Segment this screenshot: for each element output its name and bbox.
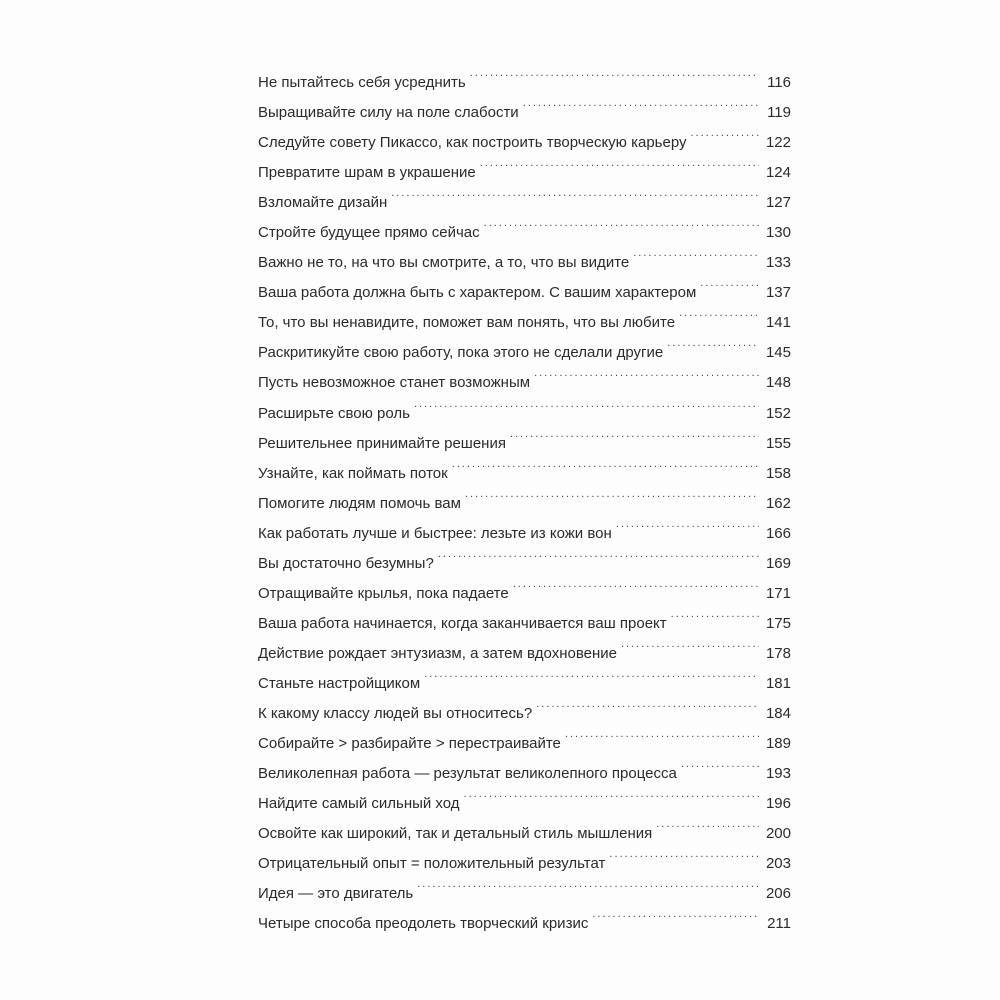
toc-entry-title: Расширьте свою роль: [258, 404, 410, 422]
toc-entry-title: Взломайте дизайн: [258, 194, 388, 212]
toc-entry-title: Выращивайте силу на поле слабости: [258, 104, 519, 122]
toc-entry-title: Ваша работа начинается, когда заканчивается ваш проект: [258, 614, 667, 632]
dot-leader: [679, 297, 759, 327]
toc-entry-title: Ваша работа должна быть с характером. С вашим характером: [258, 284, 697, 302]
toc-entry-page-number: 200: [765, 825, 791, 843]
toc-entry-page-number: 166: [765, 524, 791, 542]
dot-leader: [417, 868, 759, 898]
dot-leader: [391, 177, 759, 207]
toc-entry-title: Действие рождает энтузиазм, а затем вдохновение: [258, 644, 617, 662]
toc-entry-title: Найдите самый сильный ход: [258, 795, 460, 813]
toc-entry-page-number: 124: [765, 164, 791, 182]
toc-entry-title: Не пытайтесь себя усреднить: [258, 74, 466, 91]
dot-leader: [565, 718, 759, 748]
toc-entry-page-number: 175: [765, 614, 791, 632]
toc-entry-page-number: 162: [765, 494, 791, 512]
toc-entry-page-number: 145: [765, 344, 791, 362]
toc-entry-title: Пусть невозможное станет возможным: [258, 374, 531, 392]
toc-entry-title: Помогите людям помочь вам: [258, 494, 461, 512]
toc-entry-title: То, что вы ненавидите, поможет вам понять, что вы любите: [258, 314, 676, 332]
dot-leader: [609, 838, 759, 868]
dot-leader: [510, 418, 759, 448]
dot-leader: [621, 628, 759, 658]
toc-entry-title: Превратите шрам в украшение: [258, 164, 476, 182]
dot-leader: [656, 808, 759, 838]
dot-leader: [464, 778, 759, 808]
table-of-contents: [258, 57, 791, 933]
toc-entry-title: Как работать лучше и быстрее: лезьте из кожи вон: [258, 524, 612, 542]
dot-leader: [633, 237, 759, 267]
toc-entry-page-number: 178: [765, 644, 791, 662]
toc-entry-title: Отрицательный опыт = положительный результат: [258, 855, 606, 873]
toc-entry-page-number: 130: [765, 224, 791, 242]
dot-leader: [671, 598, 759, 628]
toc-entry-title: К какому классу людей вы относитесь?: [258, 704, 533, 722]
dot-leader: [470, 57, 759, 87]
toc-entry-title: Узнайте, как поймать поток: [258, 464, 448, 482]
toc-entry-page-number: 122: [765, 134, 791, 152]
toc-entry-page-number: 181: [765, 674, 791, 692]
toc-entry-page-number: 152: [765, 404, 791, 422]
toc-entry-page-number: 116: [767, 74, 791, 91]
toc-entry-title: Отращивайте крылья, пока падаете: [258, 584, 509, 602]
toc-entry-page-number: 189: [765, 735, 791, 753]
toc-entry-page-number: 203: [765, 855, 791, 873]
toc-entry-page-number: 137: [765, 284, 791, 302]
dot-leader: [534, 357, 759, 387]
toc-entry: [258, 57, 791, 91]
dot-leader: [536, 688, 759, 718]
toc-entry-title: Стройте будущее прямо сейчас: [258, 224, 480, 242]
dot-leader: [465, 478, 759, 508]
dot-leader: [513, 568, 759, 598]
dot-leader: [484, 207, 759, 237]
toc-entry-page-number: 169: [765, 554, 791, 572]
toc-entry-title: Решительнее принимайте решения: [258, 434, 506, 452]
toc-entry-page-number: 196: [765, 795, 791, 813]
dot-leader: [424, 658, 759, 688]
toc-entry-page-number: 158: [765, 464, 791, 482]
toc-entry-page-number: 193: [765, 765, 791, 783]
toc-entry-page-number: 148: [765, 374, 791, 392]
dot-leader: [700, 267, 759, 297]
dot-leader: [452, 448, 759, 478]
dot-leader: [681, 748, 759, 778]
toc-entry-page-number: 141: [765, 314, 791, 332]
dot-leader: [523, 87, 759, 117]
toc-entry-page-number: 127: [765, 194, 791, 212]
dot-leader: [616, 508, 759, 538]
dot-leader: [667, 327, 759, 357]
toc-entry-title: Следуйте совету Пикассо, как построить творческую карьеру: [258, 134, 687, 152]
toc-entry-title: Вы достаточно безумны?: [258, 554, 434, 572]
toc-entry-title: Идея — это двигатель: [258, 885, 414, 903]
dot-leader: [438, 538, 759, 568]
toc-entry-title: Раскритикуйте свою работу, пока этого не сделали другие: [258, 344, 664, 362]
dot-leader: [480, 147, 759, 177]
toc-entry-title: Собирайте > разбирайте > перестраивайте: [258, 735, 561, 753]
toc-entry-page-number: 133: [765, 254, 791, 272]
dot-leader: [414, 388, 759, 418]
dot-leader: [592, 898, 759, 928]
toc-entry-page-number: 206: [765, 885, 791, 903]
toc-entry-page-number: 184: [765, 704, 791, 722]
toc-entry-page-number: 171: [765, 584, 791, 602]
toc-entry-page-number: 155: [765, 434, 791, 452]
toc-entry-title: Четыре способа преодолеть творческий кризис: [258, 915, 589, 933]
toc-entry-page-number: 119: [767, 104, 791, 122]
toc-entry-title: Важно не то, на что вы смотрите, а то, что вы видите: [258, 254, 630, 272]
toc-entry-page-number: 211: [767, 915, 791, 933]
toc-entry-title: Великолепная работа — результат великолепного процесса: [258, 765, 677, 783]
toc-entry-title: Освойте как широкий, так и детальный стиль мышления: [258, 825, 653, 843]
toc-entry-title: Станьте настройщиком: [258, 674, 421, 692]
dot-leader: [691, 117, 760, 147]
